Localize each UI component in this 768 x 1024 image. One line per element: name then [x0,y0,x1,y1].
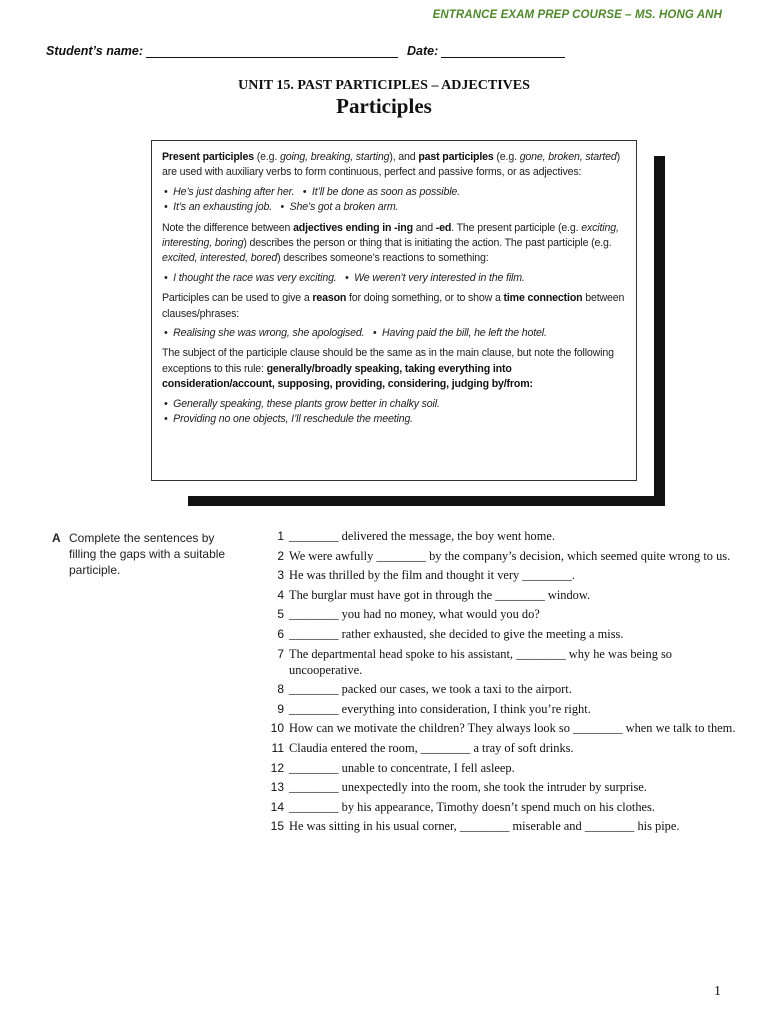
question-number: 9 [277,701,284,716]
unit-title: UNIT 15. PAST PARTICIPLES – ADJECTIVES [238,78,530,93]
exercise-question [262,760,742,776]
question-text: How can we motivate the children? They always look so ________ when we talk to them. [289,721,736,736]
question-text: ________ packed our cases, we took a taxi to the airport. [289,682,572,697]
question-text: He was sitting in his usual corner, ________ miserable and ________ his pipe. [289,819,680,834]
exercise-question [262,701,742,717]
question-text: We were awfully ________ by the company’s decision, which seemed quite wrong to us. [289,548,731,563]
example-line: • Providing no one objects, I’ll reschedule the meeting. [164,413,413,426]
question-text: The burglar must have got in through the ________ window. [289,587,591,602]
question-number: 6 [277,626,284,641]
question-number: 3 [277,568,284,583]
rule-paragraph: Participles can be used to give a reason for doing something, or to show a time connection between clauses/phrases: [162,292,625,320]
question-text: He was thrilled by the film and thought it very ________. [289,568,575,583]
page-number: 1 [714,984,721,999]
question-number: 7 [277,646,284,661]
exercise-list [262,528,742,838]
question-number: 4 [277,587,284,602]
question-text: ________ rather exhausted, she decided to give the meeting a miss. [289,626,624,641]
question-text: ________ by his appearance, Timothy doesn’t spend much on his clothes. [289,799,655,814]
exercise-question [262,587,742,603]
rule-paragraph: Note the difference between adjectives ending in -ing and -ed. The present participle (e.g. exciting, interesting, boring) describes the person or thing that is initiating the action. The past participle (e.g. excited, interested, bored) describes someone’s reactions to something: [162,221,619,265]
exercise-question [262,567,742,583]
date-label: Date: [407,44,439,58]
question-number: 11 [271,740,284,755]
exercise-question [262,779,742,795]
question-text: ________ delivered the message, the boy went home. [289,529,555,543]
example-line: • He’s just dashing after her. • It’ll be done as soon as possible. [164,185,460,198]
exercise-question [262,740,742,756]
exercise-question [262,681,742,697]
question-text: The departmental head spoke to his assistant, ________ why he was being so uncooperative. [289,646,673,677]
question-number: 13 [270,780,284,795]
rule-paragraph: The subject of the participle clause should be the same as in the main clause, but note the following exceptions to this rule: generally/broadly speaking, taking everything into consideration/account, supposing, providing, considering, judging by/from: [162,347,614,391]
exercise-question [262,626,742,642]
question-number: 12 [270,760,284,775]
main-title: Participles [336,94,432,118]
section-a-instruction [52,530,242,578]
student-info-row [46,44,606,58]
exercise-question [262,606,742,622]
question-number: 1 [277,529,284,543]
exercise-question [262,646,742,678]
question-text: ________ everything into consideration, I think you’re right. [289,701,591,716]
student-name-blank[interactable] [146,45,398,58]
question-number: 14 [270,799,284,814]
example-line: • Realising she was wrong, she apologised. • Having paid the bill, he left the hotel. [164,327,547,340]
course-header: ENTRANCE EXAM PREP COURSE – MS. HONG ANH [432,9,722,21]
example-line: • I thought the race was very exciting. • We weren’t very interested in the film. [164,271,525,284]
exercise-question [262,799,742,815]
exercise-question [262,548,742,564]
date-blank[interactable] [441,45,565,58]
question-number: 10 [270,721,284,736]
question-number: 15 [270,819,284,834]
section-letter: A [52,531,61,545]
question-number: 5 [277,607,284,622]
box-shadow-bottom [188,496,665,506]
student-name-label: Student’s name: [46,44,144,58]
exercise-question [262,528,742,544]
exercise-question [262,818,742,834]
question-text: ________ unable to concentrate, I fell asleep. [289,760,515,775]
example-line: • Generally speaking, these plants grow better in chalky soil. [164,397,440,410]
exercise-question [262,720,742,736]
question-number: 8 [277,682,284,697]
rule-paragraph: Present participles (e.g. going, breaking, starting), and past participles (e.g. gone, broken, started) are used with auxiliary verbs to form continuous, perfect and passive forms, or as adjectives: [162,151,621,179]
question-text: Claudia entered the room, ________ a tray of soft drinks. [289,740,574,755]
question-number: 2 [277,548,284,563]
question-text: ________ you had no money, what would you do? [289,607,540,622]
question-text: ________ unexpectedly into the room, she took the intruder by surprise. [289,780,647,795]
instruction-text: Complete the sentences by filling the gaps with a suitable participle. [69,531,226,577]
example-line: • It’s an exhausting job. • She’s got a broken arm. [164,201,399,214]
box-shadow-right [654,156,665,506]
grammar-rule-box [151,140,637,481]
